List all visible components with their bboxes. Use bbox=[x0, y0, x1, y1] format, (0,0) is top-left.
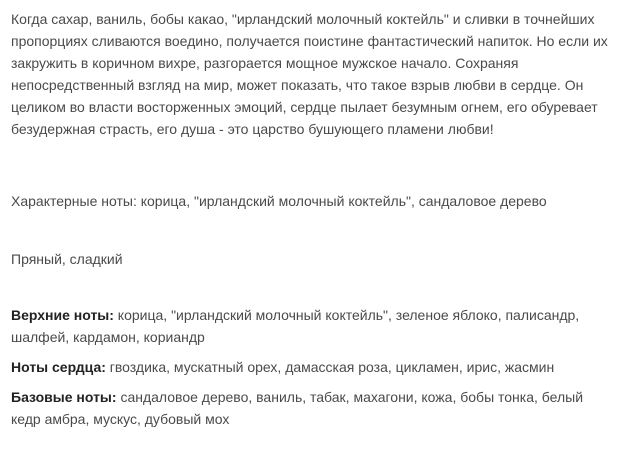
characteristic-notes-line: Характерные ноты: корица, "ирландский молочный коктейль", сандаловое дерево bbox=[11, 193, 547, 209]
fragrance-type-line: Пряный, сладкий bbox=[11, 251, 123, 267]
description-paragraph: Когда сахар, ваниль, бобы какао, "ирландский молочный коктейль" и сливки в точнейших пропорциях сливаются воедино, получается поистине фантастический напиток. Но если их закружить в коричном вихре, разгорается мощное мужское начало. Сохраняя непосредственный взгляд на мир, может показать, что такое взрыв любви в сердце. Он целиком во власти восторженных эмоций, сердце пылает безумным огнем, его обуревает безудержная страсть, его душа - это царство бушующего пламени любви! bbox=[11, 11, 608, 137]
top-notes-row bbox=[11, 304, 611, 348]
heart-notes-value: гвоздика, мускатный орех, дамасская роза, цикламен, ирис, жасмин bbox=[105, 359, 555, 375]
base-notes-value: сандаловое дерево, ваниль, табак, махагони, кожа, бобы тонка, белый кедр амбра, мускус, дубовый мох bbox=[11, 389, 584, 427]
heart-notes-row bbox=[11, 356, 611, 378]
notes-pyramid bbox=[11, 304, 611, 438]
heart-notes-label: Ноты сердца: bbox=[11, 359, 106, 375]
product-description-section bbox=[11, 8, 623, 427]
base-notes-row bbox=[11, 386, 611, 430]
top-notes-value: корица, "ирландский молочный коктейль", зеленое яблоко, палисандр, шалфей, кардамон, кориандр bbox=[11, 307, 580, 345]
base-notes-label: Базовые ноты: bbox=[11, 389, 117, 405]
top-notes-label: Верхние ноты: bbox=[11, 307, 114, 323]
